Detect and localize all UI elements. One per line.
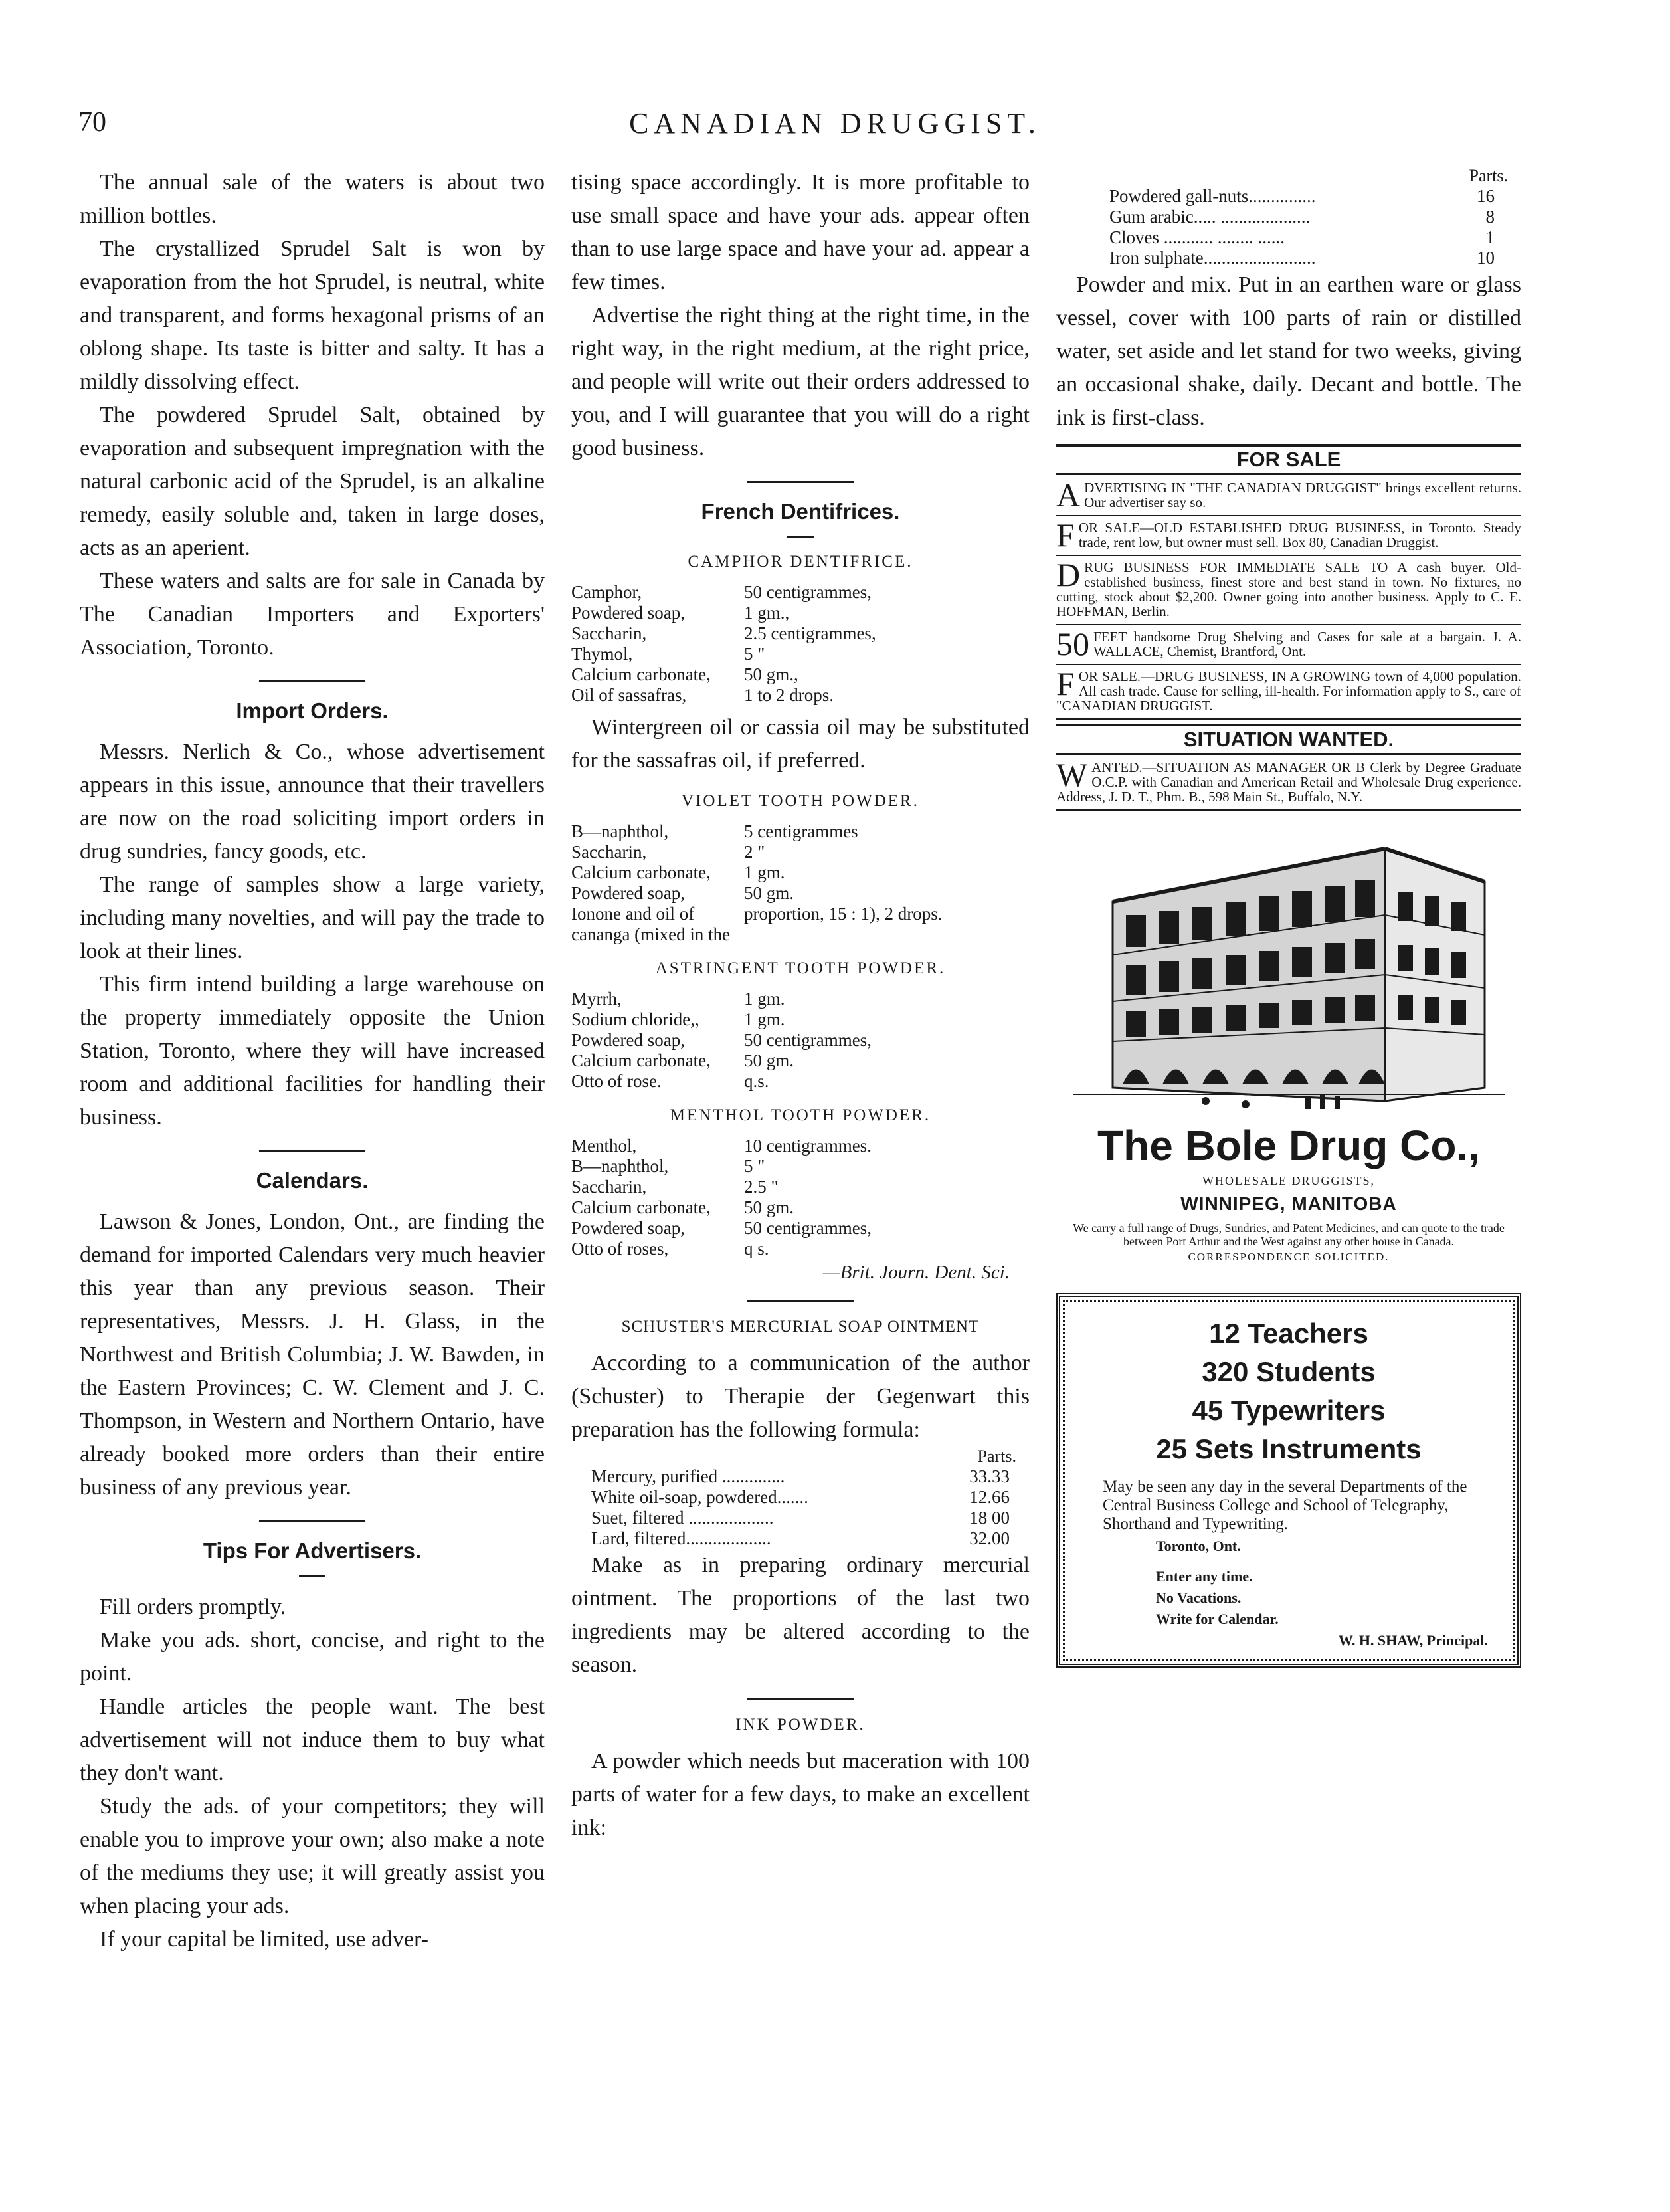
- classified-ads: [1056, 476, 1521, 720]
- ingredient: Iron sulphate.........................: [1109, 248, 1316, 268]
- ingredient: Saccharin,: [571, 1177, 647, 1197]
- divider: [787, 536, 814, 538]
- ingredient: Thymol,: [571, 644, 633, 664]
- recipe-title: SCHUSTER'S MERCURIAL SOAP OINTMENT: [621, 1318, 980, 1336]
- classified-ad: [1056, 756, 1521, 811]
- bole-correspondence: CORRESPONDENCE SOLICITED.: [1188, 1251, 1390, 1263]
- school-text: May be seen any day in the several Departments of the Central Business College and School of Telegraphy, Shorthand and Typewriting.: [1103, 1478, 1467, 1533]
- amount: 50 gm.,: [744, 664, 798, 684]
- for-sale-heading: FOR SALE: [1056, 444, 1521, 475]
- ingredient: Calcium carbonate,: [571, 862, 711, 882]
- recipe-violet: [571, 821, 1030, 945]
- recipe-row: [571, 664, 1030, 685]
- ingredient: Powdered gall-nuts...............: [1109, 186, 1316, 206]
- amount: 1 gm.,: [744, 603, 790, 623]
- ingredient: Camphor,: [571, 582, 642, 602]
- parts-value: 32.00: [969, 1528, 1010, 1548]
- formula-row: [591, 1466, 1010, 1487]
- recipe-title: ASTRINGENT TOOTH POWDER.: [655, 959, 946, 977]
- parts-value: 12.66: [969, 1487, 1010, 1507]
- school-city: Toronto, Ont.: [1156, 1538, 1241, 1554]
- recipe-row: [571, 1218, 1030, 1239]
- paragraph: Lawson & Jones, London, Ont., are finding the demand for imported Calendars very much heavier this year than any previous season. Their representatives, Messrs. J. H. Glass, in the Northwest and British Columbia; J. W. Bawden, in the Eastern Provinces; C. W. Clement and J. C. Thompson, in Western and Northern Ontario, have already booked more orders than their entire business of any previous year.: [80, 1209, 545, 1500]
- paragraph: Wintergreen oil or cassia oil may be substituted for the sassafras oil, if preferred.: [571, 715, 1030, 773]
- amount: 50 centigrammes,: [744, 1218, 872, 1238]
- parts-value: 33.33: [969, 1466, 1010, 1486]
- amount: 2.5 centigrammes,: [744, 623, 876, 643]
- recipe-row: [571, 1156, 1030, 1177]
- running-head: CANADIAN DRUGGIST.: [629, 107, 1041, 140]
- formula-row: [591, 1508, 1010, 1528]
- paragraph: Make you ads. short, concise, and right to the point.: [80, 1628, 545, 1686]
- recipe-row: [571, 1239, 1030, 1259]
- formula-schuster: [571, 1466, 1030, 1549]
- recipe-row: [571, 1030, 1030, 1051]
- recipe-title: MENTHOL TOOTH POWDER.: [670, 1106, 931, 1124]
- amount: proportion, 15 : 1), 2 drops.: [744, 904, 943, 924]
- paragraph: The range of samples show a large variety, including many novelties, and will pay the trade to look at their lines.: [80, 872, 545, 963]
- ingredient: Otto of rose.: [571, 1071, 662, 1091]
- column-2: [571, 166, 1030, 1845]
- divider: [747, 1698, 854, 1700]
- ingredient: Cloves ........... ........ ......: [1109, 227, 1285, 247]
- amount: 50 centigrammes,: [744, 1030, 872, 1050]
- ingredient: Otto of roses,: [571, 1239, 669, 1258]
- heading-tips: Tips For Advertisers.: [203, 1538, 422, 1563]
- ingredient: Mercury, purified ..............: [591, 1466, 785, 1486]
- parts-label: Parts.: [977, 1447, 1016, 1466]
- school-calendar: Write for Calendar.: [1156, 1611, 1279, 1627]
- ad-initial: A: [1056, 476, 1081, 514]
- parts-value: 16: [1477, 186, 1495, 206]
- page-number: 70: [78, 107, 106, 138]
- ad-text: OR SALE—OLD ESTABLISHED DRUG BUSINESS, in Toronto. Steady trade, rent low, but owner must sell. Box 80, Canadian Druggist.: [1078, 520, 1521, 550]
- heading-calendars: Calendars.: [256, 1168, 369, 1193]
- ingredient: Oil of sassafras,: [571, 685, 687, 705]
- recipe-row: [571, 1136, 1030, 1156]
- divider: [747, 481, 854, 483]
- divider: [259, 1520, 365, 1522]
- school-vacations: No Vacations.: [1156, 1589, 1242, 1606]
- amount: q.s.: [744, 1071, 769, 1091]
- paragraph: The powdered Sprudel Salt, obtained by evaporation and subsequent impregnation with the natural carbonic acid of the Sprudel, is an alkaline remedy, easily soluble and, taken in large doses, acts as an aperient.: [80, 403, 545, 560]
- source-citation: —Brit. Journ. Dent. Sci.: [822, 1262, 1010, 1283]
- recipe-row: [571, 862, 1030, 883]
- recipe-title: CAMPHOR DENTIFRICE.: [688, 553, 913, 571]
- paragraph: tising space accordingly. It is more profitable to use small space and have your ads. appear often than to use large space and have your ad. appear a few times.: [571, 170, 1030, 294]
- ingredient: Suet, filtered ...................: [591, 1508, 774, 1528]
- amount: 5 ": [744, 1156, 765, 1176]
- ad-initial: F: [1056, 665, 1075, 702]
- amount: 5 ": [744, 644, 765, 664]
- recipe-row: [571, 842, 1030, 862]
- ad-text: OR SALE.—DRUG BUSINESS, IN A GROWING town of 4,000 population. All cash trade. Cause for selling, ill-health. For information apply to S., care of "CANADIAN DRUGGIST.: [1056, 668, 1521, 714]
- amount: q s.: [744, 1239, 769, 1258]
- bole-subtitle: WHOLESALE DRUGGISTS,: [1202, 1174, 1375, 1187]
- paragraph: These waters and salts are for sale in Canada by The Canadian Importers and Exporters' Association, Toronto.: [80, 569, 545, 660]
- recipe-row: [571, 644, 1030, 664]
- ingredient: Sodium chloride,,: [571, 1009, 699, 1029]
- heading-french-dentifrices: French Dentifrices.: [701, 499, 900, 524]
- paragraph: If your capital be limited, use adver-: [100, 1927, 428, 1952]
- school-enter: Enter any time.: [1156, 1568, 1253, 1585]
- amount: 2 ": [744, 842, 765, 862]
- recipe-title: INK POWDER.: [735, 1716, 866, 1734]
- recipe-row: [571, 1009, 1030, 1030]
- amount: 50 gm.: [744, 1051, 794, 1070]
- ingredient: Powdered soap,: [571, 603, 685, 623]
- school-headline: 320 Students: [1202, 1356, 1376, 1387]
- ad-initial: F: [1056, 516, 1075, 553]
- paragraph: Make as in preparing ordinary mercurial ointment. The proportions of the last two ingredients may be altered according to the season.: [571, 1553, 1030, 1677]
- ingredient: Powdered soap,: [571, 883, 685, 903]
- formula-row: [1109, 207, 1495, 227]
- ad-text: DVERTISING IN "THE CANADIAN DRUGGIST" brings excellent returns. Our advertiser say so.: [1084, 480, 1521, 510]
- ingredient: Calcium carbonate,: [571, 1051, 711, 1070]
- recipe-row: [571, 989, 1030, 1009]
- recipe-row: [571, 623, 1030, 644]
- paragraph: Handle articles the people want. The best advertisement will not induce them to buy what they don't want.: [80, 1694, 545, 1785]
- divider: [259, 1150, 365, 1152]
- ingredient: Powdered soap,: [571, 1030, 685, 1050]
- paragraph: A powder which needs but maceration with 100 parts of water for a few days, to make an excellent ink:: [571, 1749, 1030, 1840]
- formula-row: [591, 1528, 1010, 1549]
- formula-row: [1109, 248, 1495, 268]
- recipe-row: [571, 582, 1030, 603]
- amount: 2.5 ": [744, 1177, 779, 1197]
- divider: [747, 1300, 854, 1302]
- bole-company-name: The Bole Drug Co.,: [1097, 1122, 1480, 1169]
- amount: 5 centigrammes: [744, 821, 858, 841]
- recipe-row: [571, 904, 1030, 945]
- paragraph: Advertise the right thing at the right time, in the right way, in the right medium, at the right price, and people will write out their orders addressed to you, and I will guarantee that you will do a right good business.: [571, 303, 1030, 460]
- ingredient: Lard, filtered...................: [591, 1528, 771, 1548]
- divider: [299, 1575, 325, 1577]
- parts-value: 10: [1477, 248, 1495, 268]
- recipe-row: [571, 883, 1030, 904]
- amount: 1 gm.: [744, 862, 785, 882]
- paragraph: Powder and mix. Put in an earthen ware or glass vessel, cover with 100 parts of rain or distilled water, set aside and let stand for two weeks, giving an occasional shake, daily. Decant and bottle. The ink is first-class.: [1056, 272, 1521, 430]
- ingredient: B—naphthol,: [571, 821, 669, 841]
- ingredient: Powdered soap,: [571, 1218, 685, 1238]
- formula-ink: [1056, 186, 1521, 268]
- ingredient: Myrrh,: [571, 989, 622, 1009]
- formula-row: [1109, 186, 1495, 207]
- classified-ad: [1056, 556, 1521, 625]
- amount: 1 to 2 drops.: [744, 685, 834, 705]
- amount: 1 gm.: [744, 1009, 785, 1029]
- recipe-title: VIOLET TOOTH POWDER.: [682, 792, 919, 810]
- ad-initial: D: [1056, 556, 1081, 593]
- amount: 10 centigrammes.: [744, 1136, 872, 1156]
- recipe-row: [571, 1051, 1030, 1071]
- column-1: [80, 166, 545, 1956]
- parts-label: Parts.: [1469, 166, 1508, 185]
- school-principal: W. H. SHAW, Principal.: [1338, 1632, 1488, 1649]
- classified-ad: [1056, 625, 1521, 665]
- recipe-camphor: [571, 582, 1030, 706]
- paragraph: The annual sale of the waters is about two million bottles.: [80, 170, 545, 228]
- ingredient: Saccharin,: [571, 842, 647, 862]
- paragraph: The crystallized Sprudel Salt is won by evaporation from the hot Sprudel, is neutral, white and transparent, and forms hexagonal prisms of an oblong shape. Its taste is bitter and salty. It has a mildly dissolving effect.: [80, 237, 545, 394]
- school-headline: 12 Teachers: [1209, 1318, 1368, 1349]
- ad-text: FEET handsome Drug Shelving and Cases for sale at a bargain. J. A. WALLACE, Chemist, Brantford, Ont.: [1093, 629, 1521, 659]
- paragraph: Study the ads. of your competitors; they will enable you to improve your own; also make a note of the mediums they use; it will greatly assist you when placing your ads.: [80, 1794, 545, 1918]
- classified-ad: [1056, 665, 1521, 720]
- recipe-row: [571, 1071, 1030, 1092]
- recipe-row: [571, 1197, 1030, 1218]
- recipe-row: [571, 821, 1030, 842]
- school-headline: 45 Typewriters: [1192, 1395, 1386, 1426]
- ingredient: Calcium carbonate,: [571, 664, 711, 684]
- classified-ad: [1056, 516, 1521, 556]
- ingredient: Calcium carbonate,: [571, 1197, 711, 1217]
- recipe-row: [571, 685, 1030, 706]
- divider: [259, 680, 365, 682]
- ad-initial: W: [1056, 756, 1088, 793]
- amount: 1 gm.: [744, 989, 785, 1009]
- recipe-astringent: [571, 989, 1030, 1092]
- ingredient: White oil-soap, powdered.......: [591, 1487, 808, 1507]
- ingredient: Ionone and oil of cananga (mixed in the: [571, 904, 731, 944]
- classified-ad: [1056, 476, 1521, 516]
- ad-text: RUG BUSINESS FOR IMMEDIATE SALE TO A cash buyer. Old-established business, finest store and best stand in town. No fixtures, no cutting, stock about $2,200. Owner going into another business. Apply to C. E. HOFFMAN, Berlin.: [1056, 559, 1521, 619]
- paragraph: Messrs. Nerlich & Co., whose advertisement appears in this issue, announce that their travellers are now on the road soliciting import orders in drug sundries, fancy goods, etc.: [80, 740, 545, 864]
- amount: 50 gm.: [744, 1197, 794, 1217]
- parts-value: 1: [1485, 227, 1495, 247]
- ad-initial: 50: [1056, 625, 1089, 662]
- paragraph: Fill orders promptly.: [100, 1595, 286, 1619]
- situation-wanted-heading: SITUATION WANTED.: [1056, 724, 1521, 755]
- ingredient: Saccharin,: [571, 623, 647, 643]
- amount: 50 centigrammes,: [744, 582, 872, 602]
- paragraph: This firm intend building a large warehouse on the property immediately opposite the Union Station, Toronto, where they will have increased room and additional facilities for handling their business.: [80, 972, 545, 1130]
- recipe-menthol: [571, 1136, 1030, 1259]
- paragraph: According to a communication of the author (Schuster) to Therapie der Gegenwart this preparation has the following formula:: [571, 1351, 1030, 1442]
- parts-value: 8: [1485, 207, 1495, 227]
- warehouse-illustration: [1073, 822, 1505, 1114]
- heading-import-orders: Import Orders.: [236, 698, 389, 723]
- ingredient: B—naphthol,: [571, 1156, 669, 1176]
- recipe-row: [571, 1177, 1030, 1197]
- bole-city: WINNIPEG, MANITOBA: [1180, 1193, 1397, 1214]
- parts-value: 18 00: [969, 1508, 1010, 1528]
- formula-row: [591, 1487, 1010, 1508]
- school-headlines: [1076, 1314, 1501, 1468]
- bole-description: We carry a full range of Drugs, Sundries, and Patent Medicines, and can quote to the trade between Port Arthur and the West against any other house in Canada.: [1073, 1221, 1505, 1248]
- amount: 50 gm.: [744, 883, 794, 903]
- column-3: [1056, 166, 1521, 1668]
- formula-row: [1109, 227, 1495, 248]
- ad-text: ANTED.—SITUATION AS MANAGER OR B Clerk by Degree Graduate O.C.P. with Canadian and American Retail and Wholesale Drug experience. Address, J. D. T., Phm. B., 598 Main St., Buffalo, N.Y.: [1056, 759, 1521, 805]
- ingredient: Gum arabic..... ....................: [1109, 207, 1311, 227]
- recipe-row: [571, 603, 1030, 623]
- ingredient: Menthol,: [571, 1136, 637, 1156]
- school-headline: 25 Sets Instruments: [1156, 1433, 1422, 1464]
- school-advertisement: [1056, 1293, 1521, 1668]
